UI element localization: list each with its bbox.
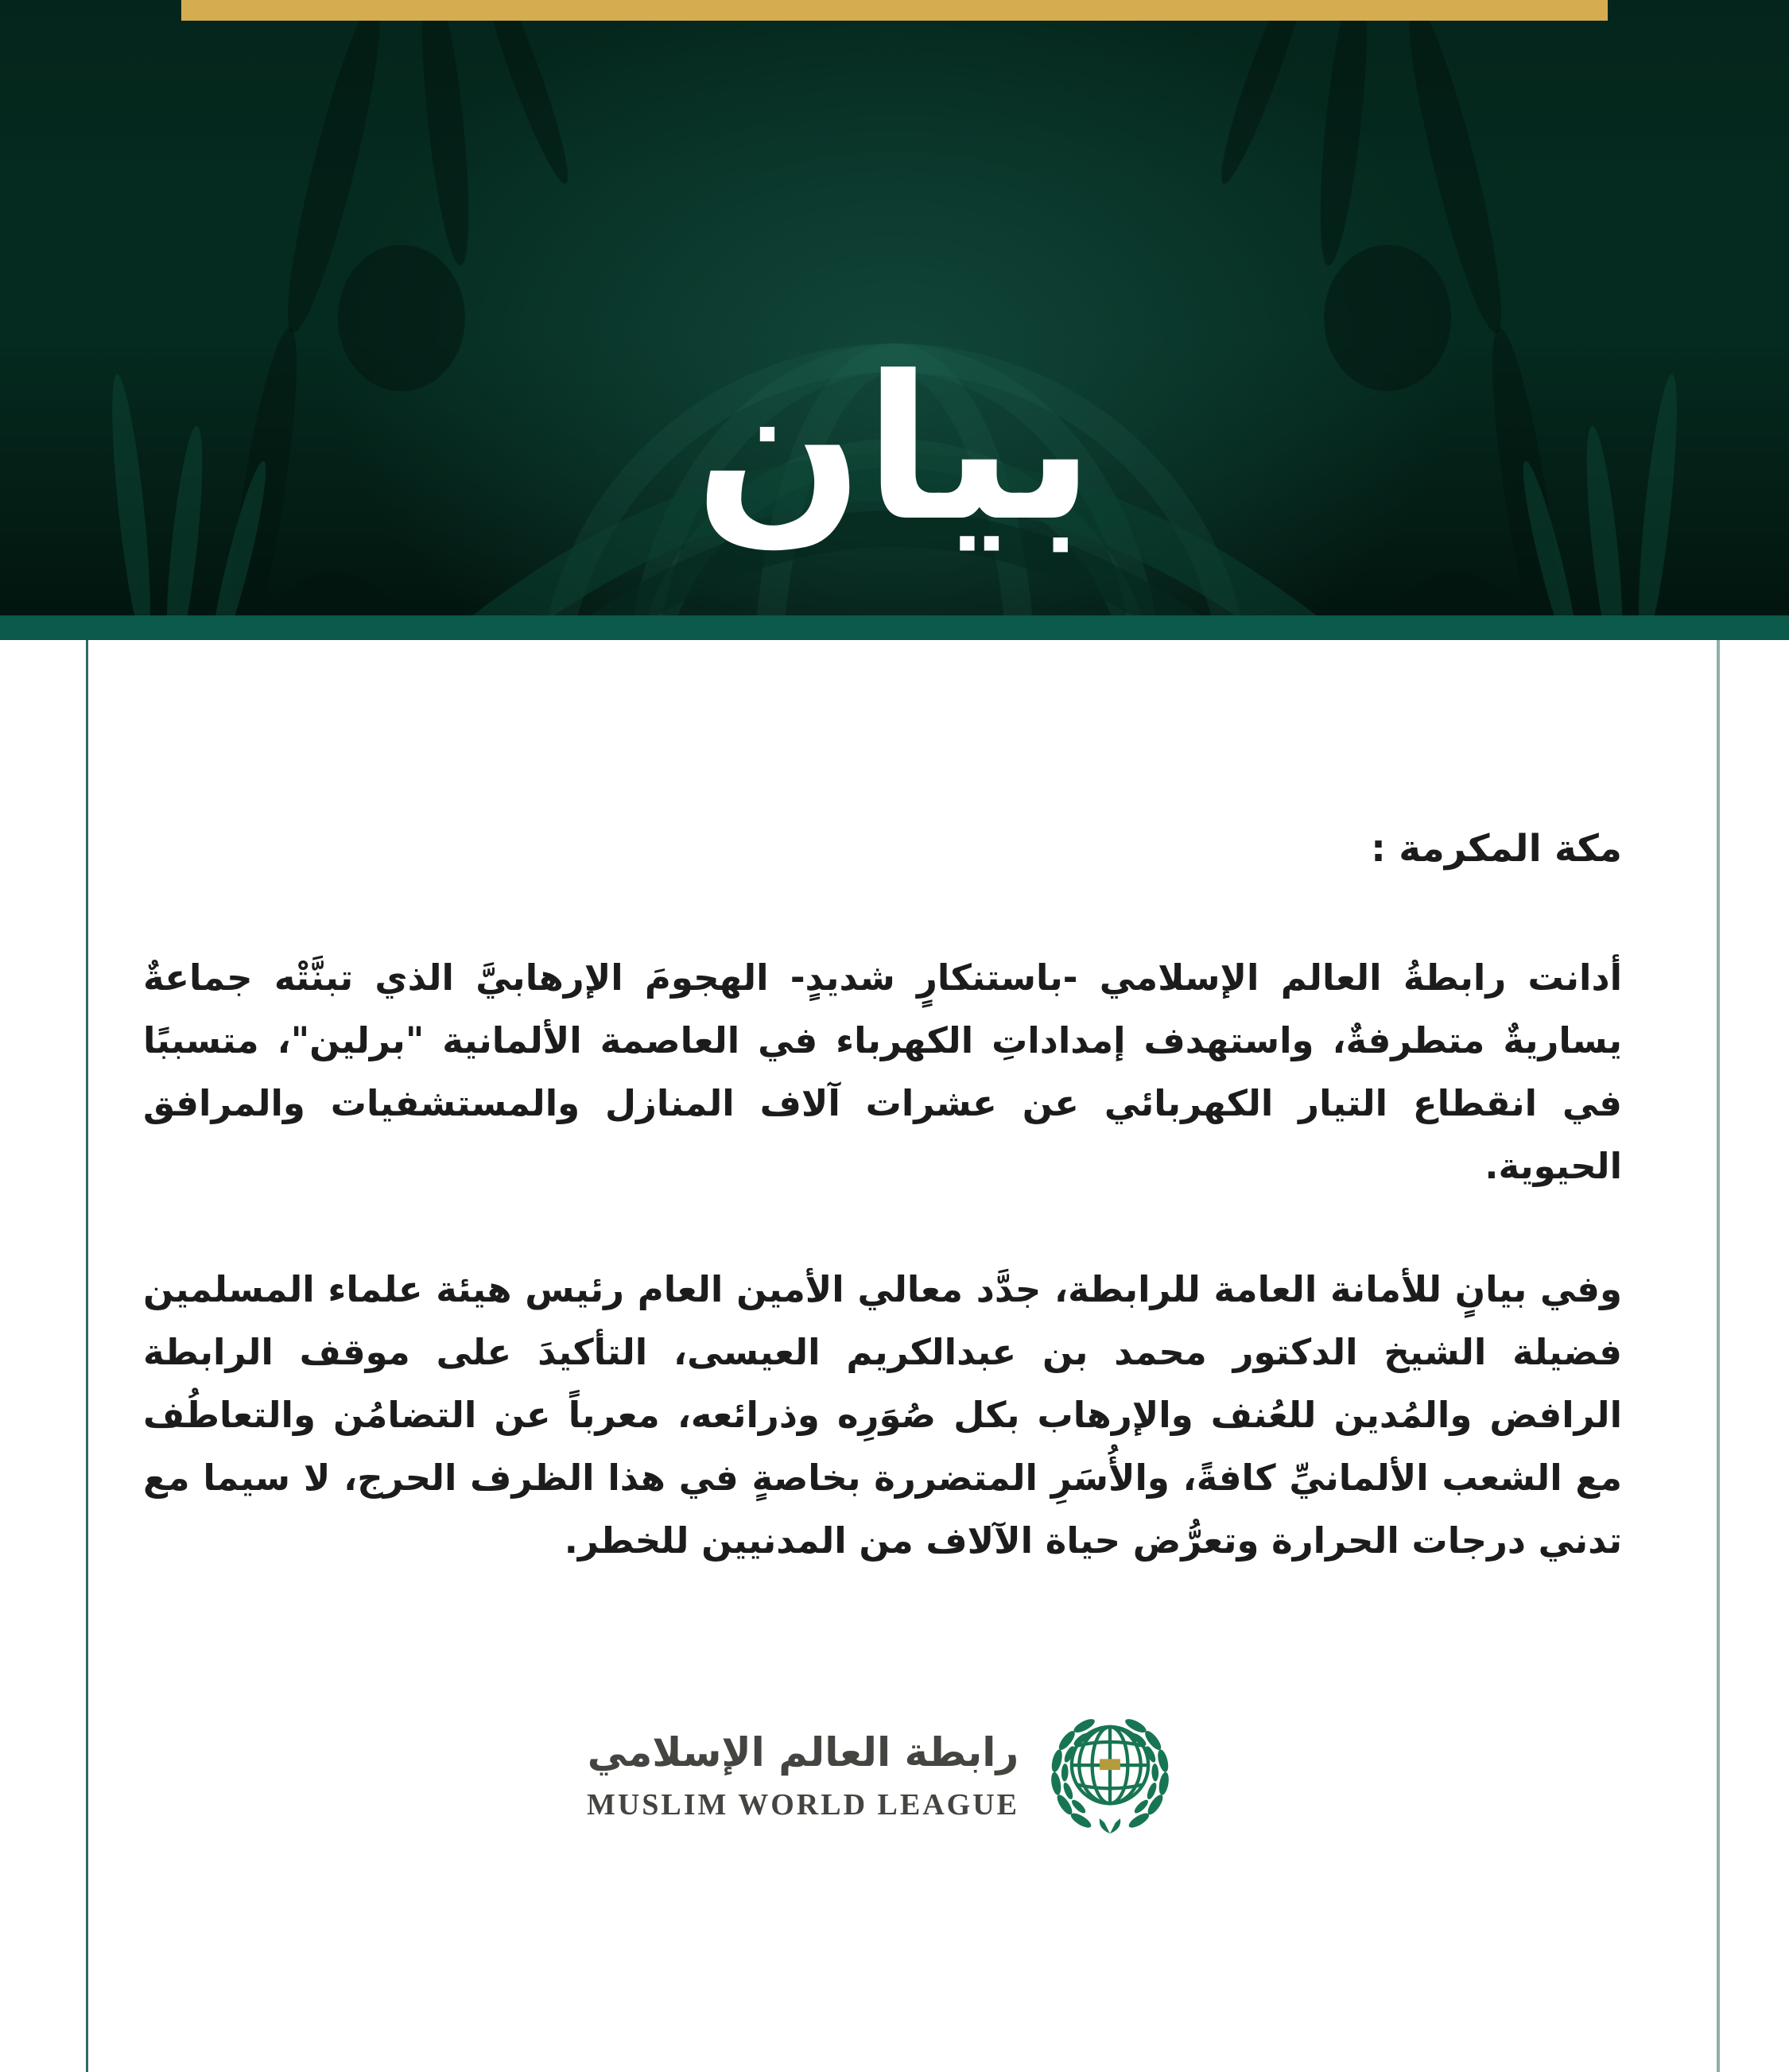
mwl-emblem-icon: [1042, 1699, 1178, 1852]
gold-accent-bar: [181, 0, 1608, 21]
emblem-gold-band: [1100, 1759, 1120, 1770]
mwl-english-name: MUSLIM WORLD LEAGUE: [586, 1788, 1020, 1822]
location-heading: مكة المكرمة :: [1371, 827, 1622, 871]
statement-paragraph-2: وفي بيانٍ للأمانة العامة للرابطة، جدَّد معالي الأمين العام رئيس هيئة علماء المسلمين فضيلة الشيخ الدكتور محمد بن عبدالكريم العيسى، التأكيدَ على موقف الرابطة الرافض والمُدين للعُنف والإرهاب بكل صُوَرِه وذرائعه، معرباً عن التضامُن والتعاطُف مع الشعب الألمانيِّ كافةً، والأُسَرِ المتضررة بخاصةٍ في هذا الظرف الحرج، لا سيما مع تدني درجات الحرارة وتعرُّض حياة الآلاف من المدنيين للخطر.: [143, 1268, 1622, 1562]
mwl-logo: [143, 1699, 1622, 1852]
mwl-arabic-name: رابطة العالم الإسلامي: [587, 1729, 1019, 1776]
content-border-right: [1717, 640, 1720, 2072]
statement-title-calligraphy: بيان: [694, 333, 1095, 565]
content-border-left: [86, 640, 88, 2072]
mwl-logo-text: [587, 1729, 1019, 1822]
statement-paragraph-1: أدانت رابطةُ العالم الإسلامي -باستنكارٍ شديدٍ- الهجومَ الإرهابيَّ الذي تبنَّتْه جماعةٌ يساريةٌ متطرفةٌ، واستهدف إمداداتِ الكهرباء في العاصمة الألمانية "برلين"، متسببًا في انقطاع التيار الكهربائي عن عشرات آلاف المنازل والمستشفيات والمرافق الحيوية.: [143, 956, 1622, 1188]
header-banner: [0, 0, 1789, 615]
teal-divider-strip: [0, 615, 1789, 640]
statement-body: [86, 640, 1720, 1852]
content-frame: [86, 640, 1720, 2072]
